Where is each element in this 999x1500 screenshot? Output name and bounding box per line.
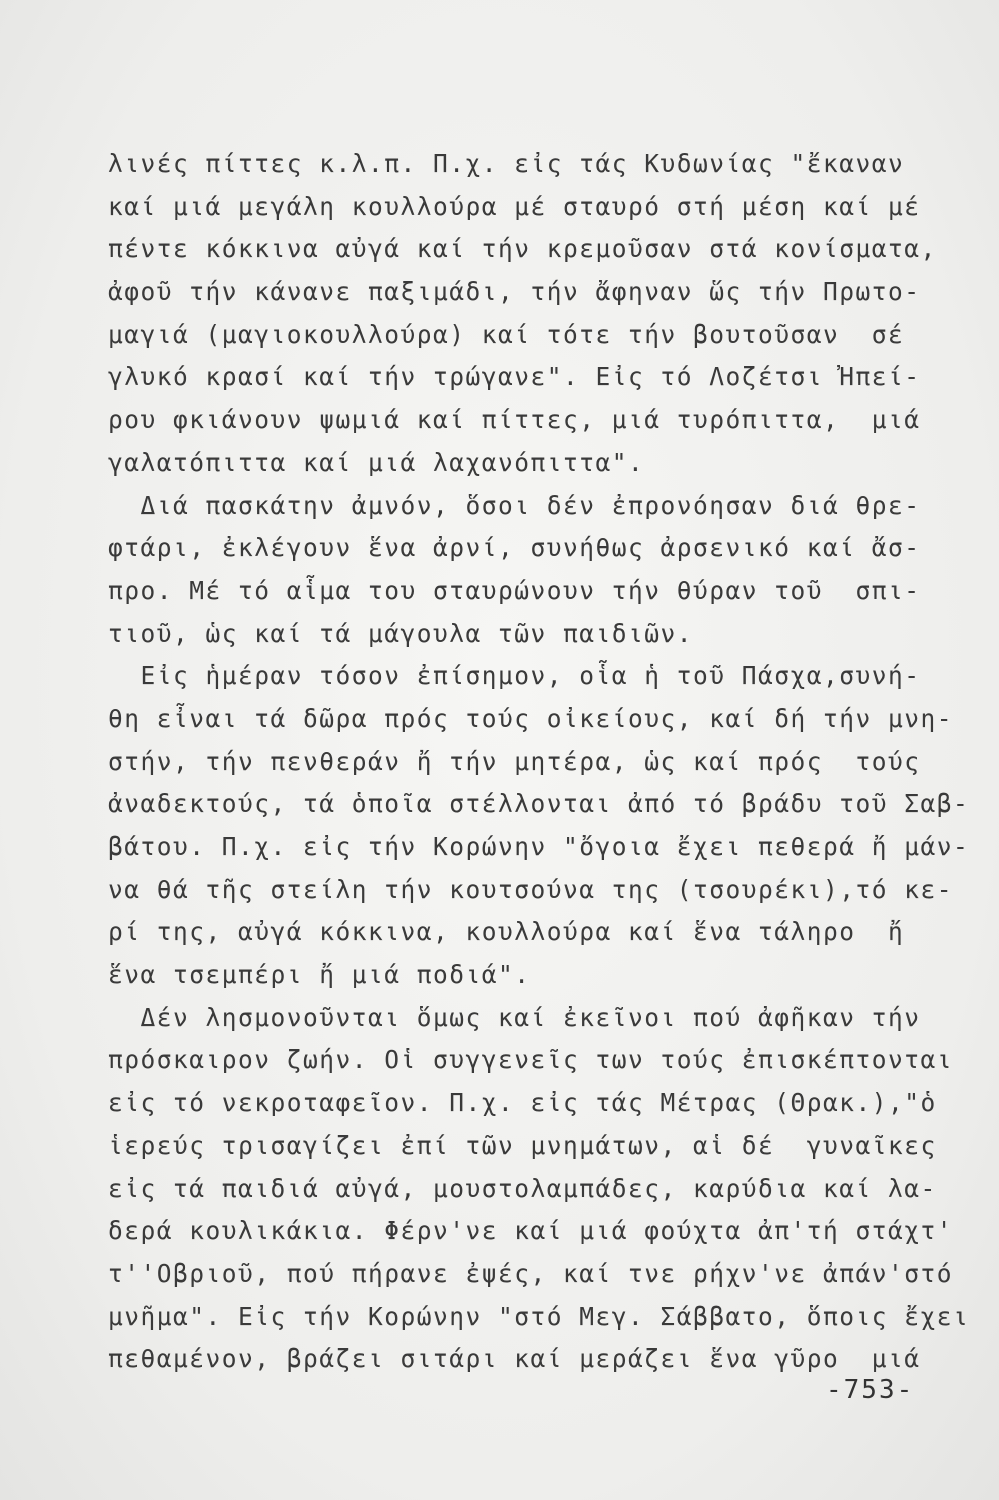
text-line: ἕνα τσεμπέρι ἤ μιά ποδιά". [108, 960, 531, 990]
text-line: θη εἶναι τά δῶρα πρός τούς οἰκείους, καί δή τήν μνη- [108, 703, 954, 733]
text-line: μαγιά (μαγιοκουλλούρα) καί τότε τήν βουτοῦσαν σέ [108, 319, 905, 349]
text-line: ἱερεύς τρισαγίζει ἐπί τῶν μνημάτων, αἱ δέ γυναῖκες [108, 1130, 937, 1160]
text-line: πέντε κόκκινα αὐγά καί τήν κρεμοῦσαν στά κονίσματα, [108, 234, 937, 264]
text-line: Δέν λησμονοῦνται ὅμως καί ἐκεῖνοι πού ἀφῆκαν τήν [108, 1002, 921, 1032]
text-line: γαλατόπιττα καί μιά λαχανόπιττα". [108, 447, 645, 477]
page-number: -753- [826, 1375, 915, 1405]
text-line: εἰς τά παιδιά αὐγά, μουστολαμπάδες, καρύδια καί λα- [108, 1173, 937, 1203]
text-line: τιοῦ, ὡς καί τά μάγουλα τῶν παιδιῶν. [108, 618, 694, 648]
text-line: Εἰς ἡμέραν τόσον ἐπίσημον, οἷα ἡ τοῦ Πάσχα,συνή- [108, 661, 921, 691]
text-line: καί μιά μεγάλη κουλλούρα μέ σταυρό στή μέση καί μέ [108, 191, 921, 221]
text-line: πεθαμένον, βράζει σιτάρι καί μεράζει ἕνα γῦρο μιά [108, 1344, 921, 1374]
text-line: ρί της, αὐγά κόκκινα, κουλλούρα καί ἕνα τάληρο ἤ [108, 917, 905, 947]
text-line: γλυκό κρασί καί τήν τρώγανε". Εἰς τό Λοζέτσι Ἠπεί- [108, 362, 921, 392]
text-line: ἀναδεκτούς, τά ὁποῖα στέλλονται ἀπό τό βράδυ τοῦ Σαβ- [108, 789, 970, 819]
text-line: μνῆμα". Εἰς τήν Κορώνην "στό Μεγ. Σάββατο, ὅποις ἔχει [108, 1301, 970, 1331]
text-line: λινές πίττες κ.λ.π. Π.χ. εἰς τάς Κυδωνίας "ἔκαναν [108, 149, 905, 178]
text-line: ἀφοῦ τήν κάνανε παξιμάδι, τήν ἄφηναν ὥς τήν Πρωτο- [108, 277, 921, 307]
text-line: φτάρι, ἐκλέγουν ἕνα ἀρνί, συνήθως ἀρσενικό καί ἄσ- [108, 533, 921, 563]
text-line: να θά τῆς στείλη τήν κουτσούνα της (τσουρέκι),τό κε- [108, 874, 954, 904]
text-line: πρόσκαιρον ζωήν. Οἱ συγγενεῖς των τούς ἐπισκέπτονται [108, 1045, 954, 1075]
text-line: προ. Μέ τό αἷμα του σταυρώνουν τήν θύραν τοῦ σπι- [108, 575, 921, 605]
body-text [108, 143, 970, 1381]
text-line: τ''Οβριοῦ, πού πήρανε ἐψές, καί τνε ρήχν'νε ἀπάν'στό [108, 1258, 954, 1288]
text-line: στήν, τήν πενθεράν ἤ τήν μητέρα, ὡς καί πρός τούς [108, 746, 921, 776]
text-line: δερά κουλικάκια. Φέρν'νε καί μιά φούχτα ἀπ'τή στάχτ' [108, 1216, 954, 1246]
text-line: βάτου. Π.χ. εἰς τήν Κορώνην "ὄγοια ἔχει πεθερά ἤ μάν- [108, 832, 970, 861]
text-line: εἰς τό νεκροταφεῖον. Π.χ. εἰς τάς Μέτρας (Θρακ.),"ὁ [108, 1088, 937, 1118]
text-line: ρου φκιάνουν ψωμιά καί πίττες, μιά τυρόπιττα, μιά [108, 405, 921, 435]
text-line: Διά πασκάτην ἀμνόν, ὅσοι δέν ἐπρονόησαν διά θρε- [108, 490, 921, 520]
